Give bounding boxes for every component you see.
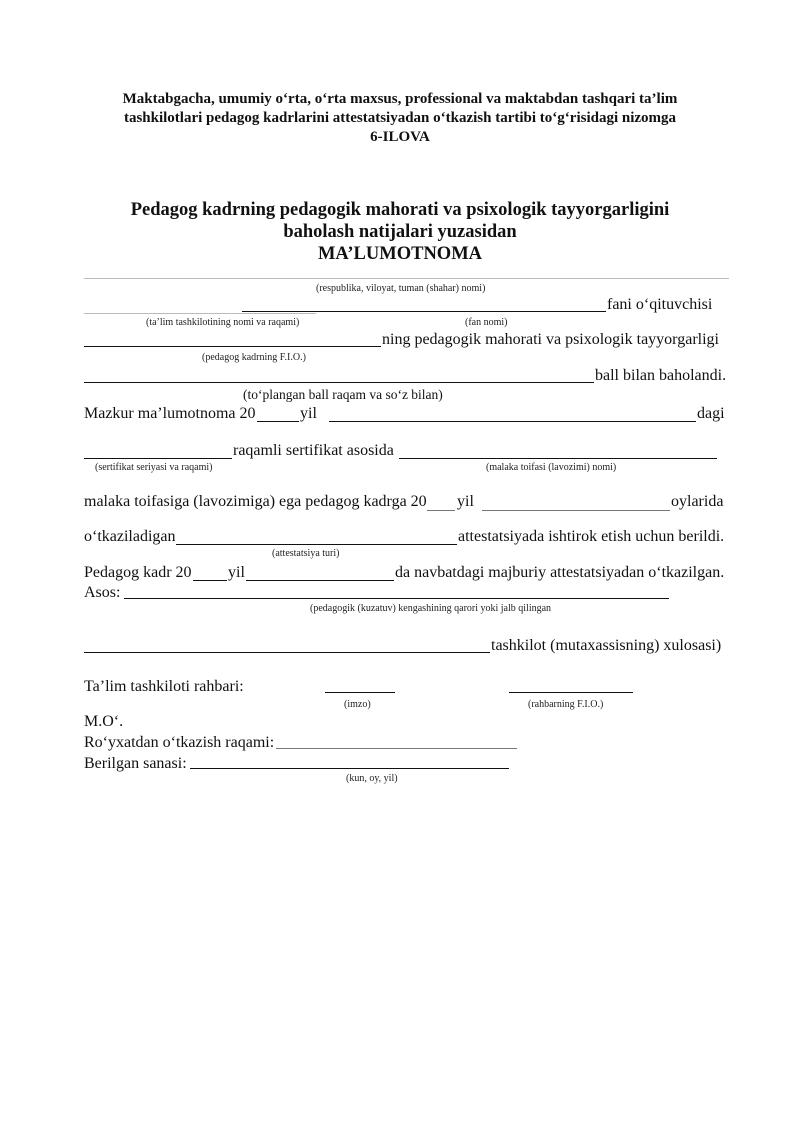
header-line-1: Maktabgacha, umumiy o‘rta, o‘rta maxsus, professional va maktabdan tashqari ta’lim: [122, 91, 678, 107]
year-line-1: [257, 421, 299, 422]
org-line: [84, 313, 316, 314]
score-result-text: ball bilan baholandi.: [595, 367, 727, 384]
head-name-line: [509, 692, 633, 693]
caption-head-name: (rahbarning F.I.O.): [528, 699, 604, 710]
oylarida-text: oylarida: [671, 493, 724, 510]
conducted-text: o‘tkaziladigan: [84, 528, 176, 545]
registration-label: Ro‘yxatdan o‘tkazish raqami:: [84, 734, 275, 751]
year-label-1: yil: [300, 405, 317, 422]
participation-text: attestatsiyada ishtirok etish uchun berildi.: [458, 528, 725, 545]
caption-teacher-name: (pedagog kadrning F.I.O.): [202, 352, 306, 363]
subject-line: [242, 311, 606, 312]
score-line: [84, 382, 594, 383]
date-line-1: [329, 421, 696, 422]
signature-line: [325, 692, 395, 693]
subject-teacher-text: fani o‘qituvchisi: [607, 296, 713, 313]
title-line-1: Pedagog kadrning pedagogik mahorati va psixologik tayyorgarligini: [130, 200, 670, 220]
dagi-text: dagi: [697, 405, 725, 422]
head-label: Ta’lim tashkiloti rahbari:: [84, 678, 244, 695]
title-line-3: MA’LUMOTNOMA: [317, 244, 483, 264]
passed-suffix: da navbatdagi majburiy attestatsiyadan o‘tkazilgan.: [395, 564, 725, 581]
cert-number-line: [84, 458, 232, 459]
caption-signature: (imzo): [344, 699, 371, 710]
header-line-3: 6-ILOVA: [370, 129, 430, 145]
caption-attestation-type: (attestatsiya turi): [272, 548, 340, 559]
caption-basis: (pedagogik (kuzatuv) kengashining qarori yoki jalb qilingan: [310, 603, 552, 614]
passed-prefix: Pedagog kadr 20: [84, 564, 192, 581]
qualification-name-line: [399, 458, 717, 459]
conclusion-line: [84, 652, 490, 653]
months-line: [482, 510, 670, 511]
caption-region: (respublika, viloyat, tuman (shahar) nomi): [316, 283, 486, 294]
cert-based-text: raqamli sertifikat asosida: [233, 442, 394, 459]
caption-score: (to‘plangan ball raqam va so‘z bilan): [243, 387, 443, 402]
basis-label: Asos:: [84, 584, 121, 601]
issued-prefix: Mazkur ma’lumotnoma 20: [84, 405, 256, 422]
seal-text: M.O‘.: [84, 713, 124, 730]
skills-text: ning pedagogik mahorati va psixologik tayyorgarligi: [382, 331, 719, 348]
caption-subject: (fan nomi): [465, 317, 508, 328]
year-label-2: yil: [457, 493, 474, 510]
passed-date-line: [246, 580, 394, 581]
region-line: [84, 278, 729, 279]
caption-date: (kun, oy, yil): [346, 773, 398, 784]
year-line-2: [427, 510, 455, 511]
title-line-2: baholash natijalari yuzasidan: [283, 222, 517, 242]
year-label-3: yil: [228, 564, 245, 581]
qualification-prefix: malaka toifasiga (lavozimiga) ega pedagog kadrga 20: [84, 493, 427, 510]
header-line-2: tashkilotlari pedagog kadrlarini attestatsiyadan o‘tkazish tartibi to‘g‘risidagi nizomga: [123, 110, 677, 126]
caption-org: (ta’lim tashkilotining nomi va raqami): [146, 317, 300, 328]
issue-date-line: [190, 768, 509, 769]
issue-date-label: Berilgan sanasi:: [84, 755, 187, 772]
basis-line: [124, 598, 669, 599]
caption-cert-number: (sertifikat seriyasi va raqami): [95, 462, 213, 473]
conclusion-text: tashkilot (mutaxassisning) xulosasi): [491, 637, 722, 654]
attestation-type-line: [176, 544, 457, 545]
teacher-name-line: [84, 346, 381, 347]
caption-qualification-name: (malaka toifasi (lavozimi) nomi): [486, 462, 617, 473]
registration-line: [276, 748, 517, 749]
year-line-3: [193, 580, 227, 581]
